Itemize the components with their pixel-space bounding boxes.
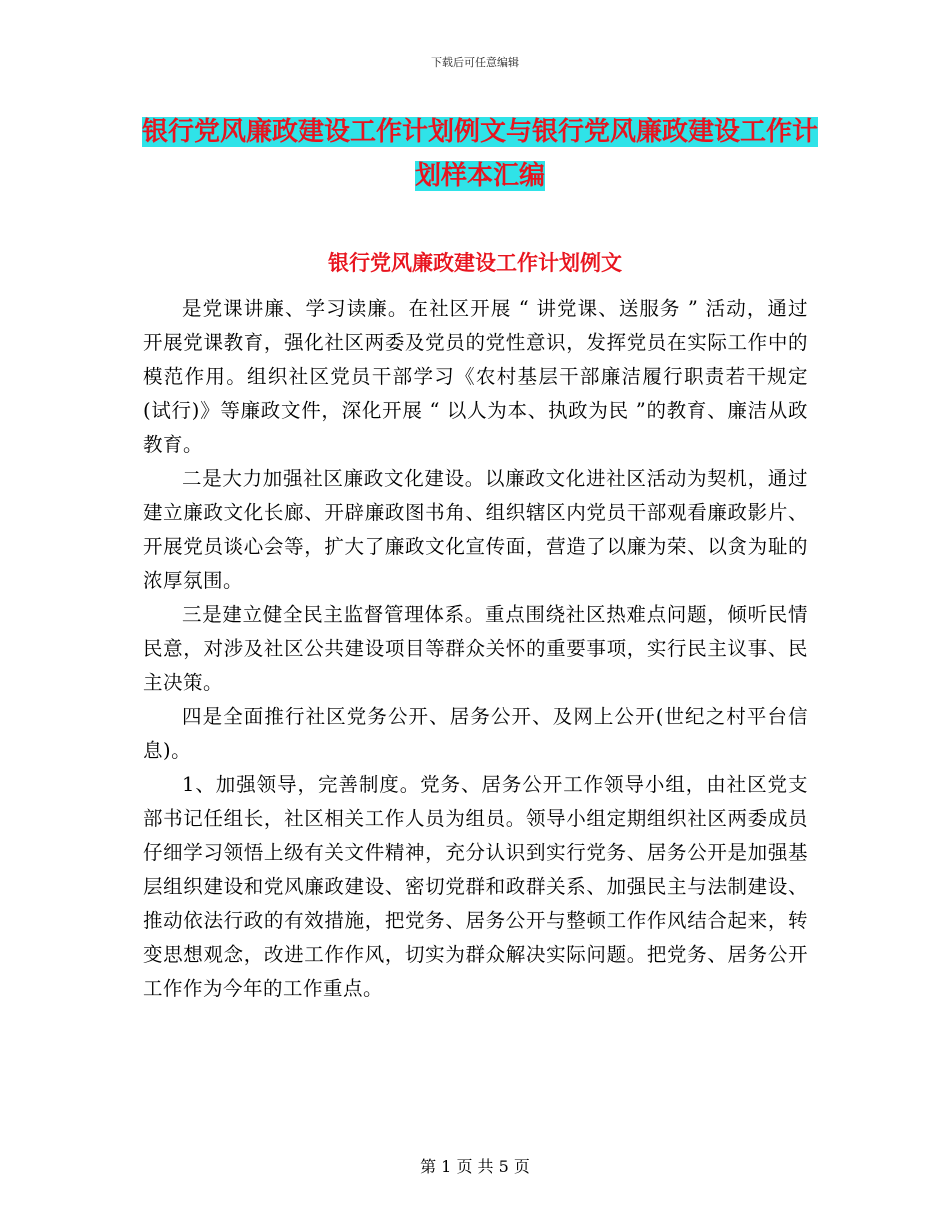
paragraph: 二是大力加强社区廉政文化建设。以廉政文化进社区活动为契机，通过建立廉政文化长廊、开辟廉政图书角、组织辖区内党员干部观看廉政影片、开展党员谈心会等，扩大了廉政文化宣传面，营造了以廉为荣、以贪为耻的浓厚氛围。 [143,467,808,592]
paragraph: 四是全面推行社区党务公开、居务公开、及网上公开(世纪之村平台信息)。 [143,705,808,762]
page-footer: 第 1 页 共 5 页 [420,1157,530,1176]
header-note: 下载后可任意编辑 [431,56,519,69]
paragraph: 三是建立健全民主监督管理体系。重点围绕社区热难点问题，倾听民情民意，对涉及社区公共建设项目等群众关怀的重要事项，实行民主议事、民主决策。 [143,603,808,694]
paragraph: 是党课讲廉、学习读廉。在社区开展 “ 讲党课、送服务 ” 活动，通过开展党课教育，强化社区两委及党员的党性意识，发挥党员在实际工作中的模范作用。组织社区党员干部学习《农村基层干部廉洁履行职责若干规定(试行)》等廉政文件，深化开展 “ 以人为本、执政为民 ”的教育、廉洁从政教育。 [143,297,808,456]
section-title: 银行党风廉政建设工作计划例文 [328,251,622,275]
document-title-text: 银行党风廉政建设工作计划例文与银行党风廉政建设工作计划样本汇编 [141,117,818,191]
document-title [140,110,820,198]
paragraph: 1、加强领导，完善制度。党务、居务公开工作领导小组，由社区党支部书记任组长，社区相关工作人员为组员。领导小组定期组织社区两委成员仔细学习领悟上级有关文件精神，充分认识到实行党务、居务公开是加强基层组织建设和党风廉政建设、密切党群和政群关系、加强民主与法制建设、推动依法行政的有效措施，把党务、居务公开与整顿工作作风结合起来，转变思想观念，改进工作作风，切实为群众解决实际问题。把党务、居务公开工作作为今年的工作重点。 [143,773,808,1000]
document-body [143,292,808,1006]
